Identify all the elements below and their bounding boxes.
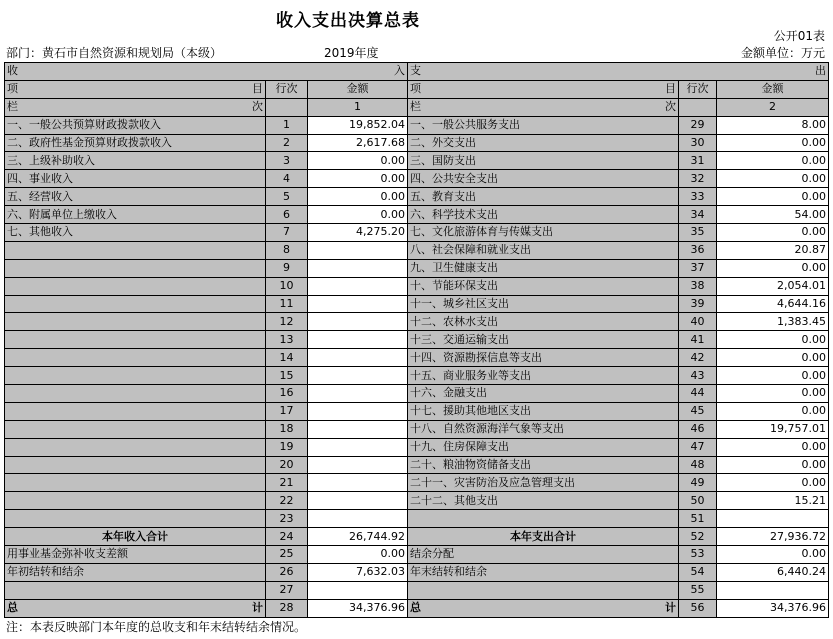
table-row: [5, 349, 829, 367]
income-item-label: [5, 492, 266, 510]
grand-total-row: [5, 599, 829, 617]
table-row: [5, 331, 829, 349]
expense-amount: 54.00: [717, 206, 829, 224]
expense-item-label: 五、教育支出: [408, 188, 679, 206]
income-amount: [308, 259, 408, 277]
expense-item-label: 四、公共安全支出: [408, 170, 679, 188]
expense-item-label: 六、科学技术支出: [408, 206, 679, 224]
expense-item-label: [408, 510, 679, 528]
expense-row-number: 40: [679, 313, 717, 331]
income-item-label: [5, 474, 266, 492]
table-row: [5, 474, 829, 492]
expense-item-label: 十三、交通运输支出: [408, 331, 679, 349]
income-amount: [308, 510, 408, 528]
table-row: [5, 367, 829, 385]
income-row-number: 26: [266, 563, 308, 581]
expense-row-number: 33: [679, 188, 717, 206]
income-row-number: 13: [266, 331, 308, 349]
table-row: [5, 241, 829, 259]
expense-row-number: 48: [679, 456, 717, 474]
income-row-number: 1: [266, 116, 308, 134]
income-expense-table: [4, 62, 829, 618]
expense-row-number: 36: [679, 241, 717, 259]
income-item-label: 一、一般公共预算财政拨款收入: [5, 116, 266, 134]
table-row: [5, 206, 829, 224]
expense-row-number: 43: [679, 367, 717, 385]
income-item-label: [5, 331, 266, 349]
expense-row-number: 42: [679, 349, 717, 367]
income-item-label: [5, 349, 266, 367]
expense-amount: 27,936.72: [717, 528, 829, 546]
expense-row-number: 39: [679, 295, 717, 313]
income-amount: [308, 492, 408, 510]
expense-item-label: 十五、商业服务业等支出: [408, 367, 679, 385]
expense-amount: 0.00: [717, 134, 829, 152]
income-row-number: 15: [266, 367, 308, 385]
expense-row-number: 51: [679, 510, 717, 528]
income-amount: [308, 277, 408, 295]
income-item-label: [5, 510, 266, 528]
income-item-label: 三、上级补助收入: [5, 152, 266, 170]
income-item-label: [5, 241, 266, 259]
expense-row-number: 49: [679, 474, 717, 492]
expense-item-label: 三、国防支出: [408, 152, 679, 170]
expense-row-number: 34: [679, 206, 717, 224]
expense-row-number: 32: [679, 170, 717, 188]
income-item-label: 五、经营收入: [5, 188, 266, 206]
income-row-number: 16: [266, 385, 308, 403]
table-row: [5, 224, 829, 242]
income-item-label: [5, 259, 266, 277]
expense-amount: 0.00: [717, 188, 829, 206]
footnote: 注：本表反映部门本年度的总收支和年末结转结余情况。: [6, 620, 307, 634]
expense-item-label: 结余分配: [408, 546, 679, 564]
income-grand-total: 34,376.96: [308, 599, 408, 617]
income-amount: 26,744.92: [308, 528, 408, 546]
expense-row-number: 52: [679, 528, 717, 546]
expense-row-number: 53: [679, 546, 717, 564]
table-row: [5, 134, 829, 152]
expense-amount: 0.00: [717, 546, 829, 564]
expense-item-label: 二十、粮油物资储备支出: [408, 456, 679, 474]
income-item-label: [5, 295, 266, 313]
income-amount: 0.00: [308, 206, 408, 224]
income-row-number: 6: [266, 206, 308, 224]
income-row-number: 24: [266, 528, 308, 546]
report-title: 收入支出决算总表: [276, 11, 420, 31]
table-row: [5, 420, 829, 438]
income-row-number: 27: [266, 581, 308, 599]
expense-amount: 0.00: [717, 331, 829, 349]
expense-row-number: 30: [679, 134, 717, 152]
income-item-label: 六、附属单位上缴收入: [5, 206, 266, 224]
income-row-number: 7: [266, 224, 308, 242]
income-amount: [308, 474, 408, 492]
income-item-label: [5, 581, 266, 599]
income-row-number: 10: [266, 277, 308, 295]
income-amount: [308, 241, 408, 259]
expense-amount: 6,440.24: [717, 563, 829, 581]
income-row-number: 11: [266, 295, 308, 313]
income-amount: 0.00: [308, 188, 408, 206]
expense-col-label: 栏 次: [408, 98, 679, 116]
income-amount: [308, 438, 408, 456]
expense-item-label: 七、文化旅游体育与传媒支出: [408, 224, 679, 242]
expense-section-header: 支 出: [408, 63, 829, 81]
expense-grand-total: 34,376.96: [717, 599, 829, 617]
income-row-number: 21: [266, 474, 308, 492]
table-row: [5, 402, 829, 420]
income-amount: [308, 349, 408, 367]
income-col-label: 栏 次: [5, 98, 266, 116]
expense-item-label: 十六、金融支出: [408, 385, 679, 403]
expense-amount: 0.00: [717, 474, 829, 492]
income-item-label: 七、其他收入: [5, 224, 266, 242]
income-row-number: 23: [266, 510, 308, 528]
income-row-number: 14: [266, 349, 308, 367]
expense-item-label: [408, 581, 679, 599]
expense-amount: 0.00: [717, 402, 829, 420]
income-item-label: [5, 402, 266, 420]
income-amount: 0.00: [308, 152, 408, 170]
income-section-header: 收 入: [5, 63, 408, 81]
expense-item-header: 项 目: [408, 80, 679, 98]
income-col-number: 1: [308, 98, 408, 116]
expense-row-number: 50: [679, 492, 717, 510]
expense-amount: 4,644.16: [717, 295, 829, 313]
income-grand-total-label: 总 计: [5, 599, 266, 617]
table-row: [5, 456, 829, 474]
income-row-number: 4: [266, 170, 308, 188]
income-row-number: 9: [266, 259, 308, 277]
expense-row-number: 46: [679, 420, 717, 438]
expense-amount: 15.21: [717, 492, 829, 510]
income-row-number: 8: [266, 241, 308, 259]
expense-item-label: 十四、资源勘探信息等支出: [408, 349, 679, 367]
table-row: [5, 116, 829, 134]
table-row: [5, 510, 829, 528]
expense-amount: 20.87: [717, 241, 829, 259]
expense-item-label: 十八、自然资源海洋气象等支出: [408, 420, 679, 438]
income-row-number: 28: [266, 599, 308, 617]
expense-row-number: 55: [679, 581, 717, 599]
income-item-label: [5, 367, 266, 385]
expense-item-label: 二、外交支出: [408, 134, 679, 152]
table-row: [5, 438, 829, 456]
income-row-number: 19: [266, 438, 308, 456]
expense-row-number: 35: [679, 224, 717, 242]
income-row-number: 2: [266, 134, 308, 152]
expense-item-label: 一、一般公共服务支出: [408, 116, 679, 134]
income-amount: 7,632.03: [308, 563, 408, 581]
income-amount: [308, 385, 408, 403]
table-row: [5, 259, 829, 277]
expense-grand-total-label: 总 计: [408, 599, 679, 617]
income-row-number: 3: [266, 152, 308, 170]
table-row: [5, 385, 829, 403]
income-row-number: 25: [266, 546, 308, 564]
expense-item-label: 本年支出合计: [408, 528, 679, 546]
table-row: [5, 563, 829, 581]
expense-row-number: 31: [679, 152, 717, 170]
income-row-number: 20: [266, 456, 308, 474]
expense-item-label: 九、卫生健康支出: [408, 259, 679, 277]
expense-amount: 0.00: [717, 385, 829, 403]
expense-amount: 0.00: [717, 367, 829, 385]
income-item-label: [5, 456, 266, 474]
table-row: [5, 188, 829, 206]
income-rownum-header: 行次: [266, 80, 308, 98]
expense-amount-header: 金额: [717, 80, 829, 98]
income-amount: [308, 402, 408, 420]
header-row-1: [5, 63, 829, 81]
income-item-label: 本年收入合计: [5, 528, 266, 546]
table-row: [5, 492, 829, 510]
expense-amount: 0.00: [717, 152, 829, 170]
income-row-number: 22: [266, 492, 308, 510]
expense-item-label: 八、社会保障和就业支出: [408, 241, 679, 259]
table-row: [5, 295, 829, 313]
income-row-number: 5: [266, 188, 308, 206]
expense-item-label: 十、节能环保支出: [408, 277, 679, 295]
expense-col-number: 2: [717, 98, 829, 116]
expense-row-number: 38: [679, 277, 717, 295]
income-item-label: [5, 420, 266, 438]
income-amount-header: 金额: [308, 80, 408, 98]
income-item-label: 用事业基金弥补收支差额: [5, 546, 266, 564]
header-row-2: [5, 80, 829, 98]
expense-row-number: 56: [679, 599, 717, 617]
expense-item-label: 二十一、灾害防治及应急管理支出: [408, 474, 679, 492]
income-amount: [308, 420, 408, 438]
income-amount: 4,275.20: [308, 224, 408, 242]
expense-rownum-header: 行次: [679, 80, 717, 98]
expense-row-number: 54: [679, 563, 717, 581]
income-amount: 0.00: [308, 546, 408, 564]
income-amount: 19,852.04: [308, 116, 408, 134]
expense-item-label: 十二、农林水支出: [408, 313, 679, 331]
expense-amount: 19,757.01: [717, 420, 829, 438]
header-row-3: [5, 98, 829, 116]
income-amount: [308, 313, 408, 331]
expense-item-label: 十一、城乡社区支出: [408, 295, 679, 313]
table-row: [5, 313, 829, 331]
expense-amount: [717, 510, 829, 528]
amount-unit: 金额单位：万元: [740, 46, 825, 60]
table-row: [5, 277, 829, 295]
expense-row-number: 45: [679, 402, 717, 420]
income-item-label: 四、事业收入: [5, 170, 266, 188]
table-row: [5, 581, 829, 599]
expense-amount: [717, 581, 829, 599]
income-item-label: [5, 438, 266, 456]
income-amount: [308, 331, 408, 349]
income-item-label: [5, 385, 266, 403]
income-amount: [308, 367, 408, 385]
expense-item-label: 十九、住房保障支出: [408, 438, 679, 456]
expense-item-label: 二十二、其他支出: [408, 492, 679, 510]
expense-row-number: 41: [679, 331, 717, 349]
expense-amount: 2,054.01: [717, 277, 829, 295]
expense-amount: 8.00: [717, 116, 829, 134]
expense-row-number: 44: [679, 385, 717, 403]
income-item-label: [5, 313, 266, 331]
expense-row-number: 37: [679, 259, 717, 277]
income-amount: [308, 456, 408, 474]
form-code: 公开01表: [773, 29, 825, 43]
expense-row-number: 29: [679, 116, 717, 134]
income-row-number: 12: [266, 313, 308, 331]
table-row: [5, 170, 829, 188]
income-item-label: 年初结转和结余: [5, 563, 266, 581]
expense-amount: 0.00: [717, 349, 829, 367]
fiscal-year: 2019年度: [324, 46, 379, 60]
income-amount: [308, 581, 408, 599]
income-item-label: 二、政府性基金预算财政拨款收入: [5, 134, 266, 152]
expense-amount: 0.00: [717, 259, 829, 277]
expense-amount: 1,383.45: [717, 313, 829, 331]
income-amount: 2,617.68: [308, 134, 408, 152]
expense-amount: 0.00: [717, 224, 829, 242]
income-amount: 0.00: [308, 170, 408, 188]
expense-amount: 0.00: [717, 170, 829, 188]
expense-item-label: 十七、援助其他地区支出: [408, 402, 679, 420]
income-amount: [308, 295, 408, 313]
income-row-number: 17: [266, 402, 308, 420]
income-item-header: 项 目: [5, 80, 266, 98]
income-row-number: 18: [266, 420, 308, 438]
table-row: [5, 152, 829, 170]
expense-row-number: 47: [679, 438, 717, 456]
expense-item-label: 年末结转和结余: [408, 563, 679, 581]
expense-amount: 0.00: [717, 438, 829, 456]
table-row: [5, 546, 829, 564]
expense-amount: 0.00: [717, 456, 829, 474]
income-item-label: [5, 277, 266, 295]
department-label: 部门：黄石市自然资源和规划局（本级）: [6, 46, 223, 60]
year-total-row: [5, 528, 829, 546]
